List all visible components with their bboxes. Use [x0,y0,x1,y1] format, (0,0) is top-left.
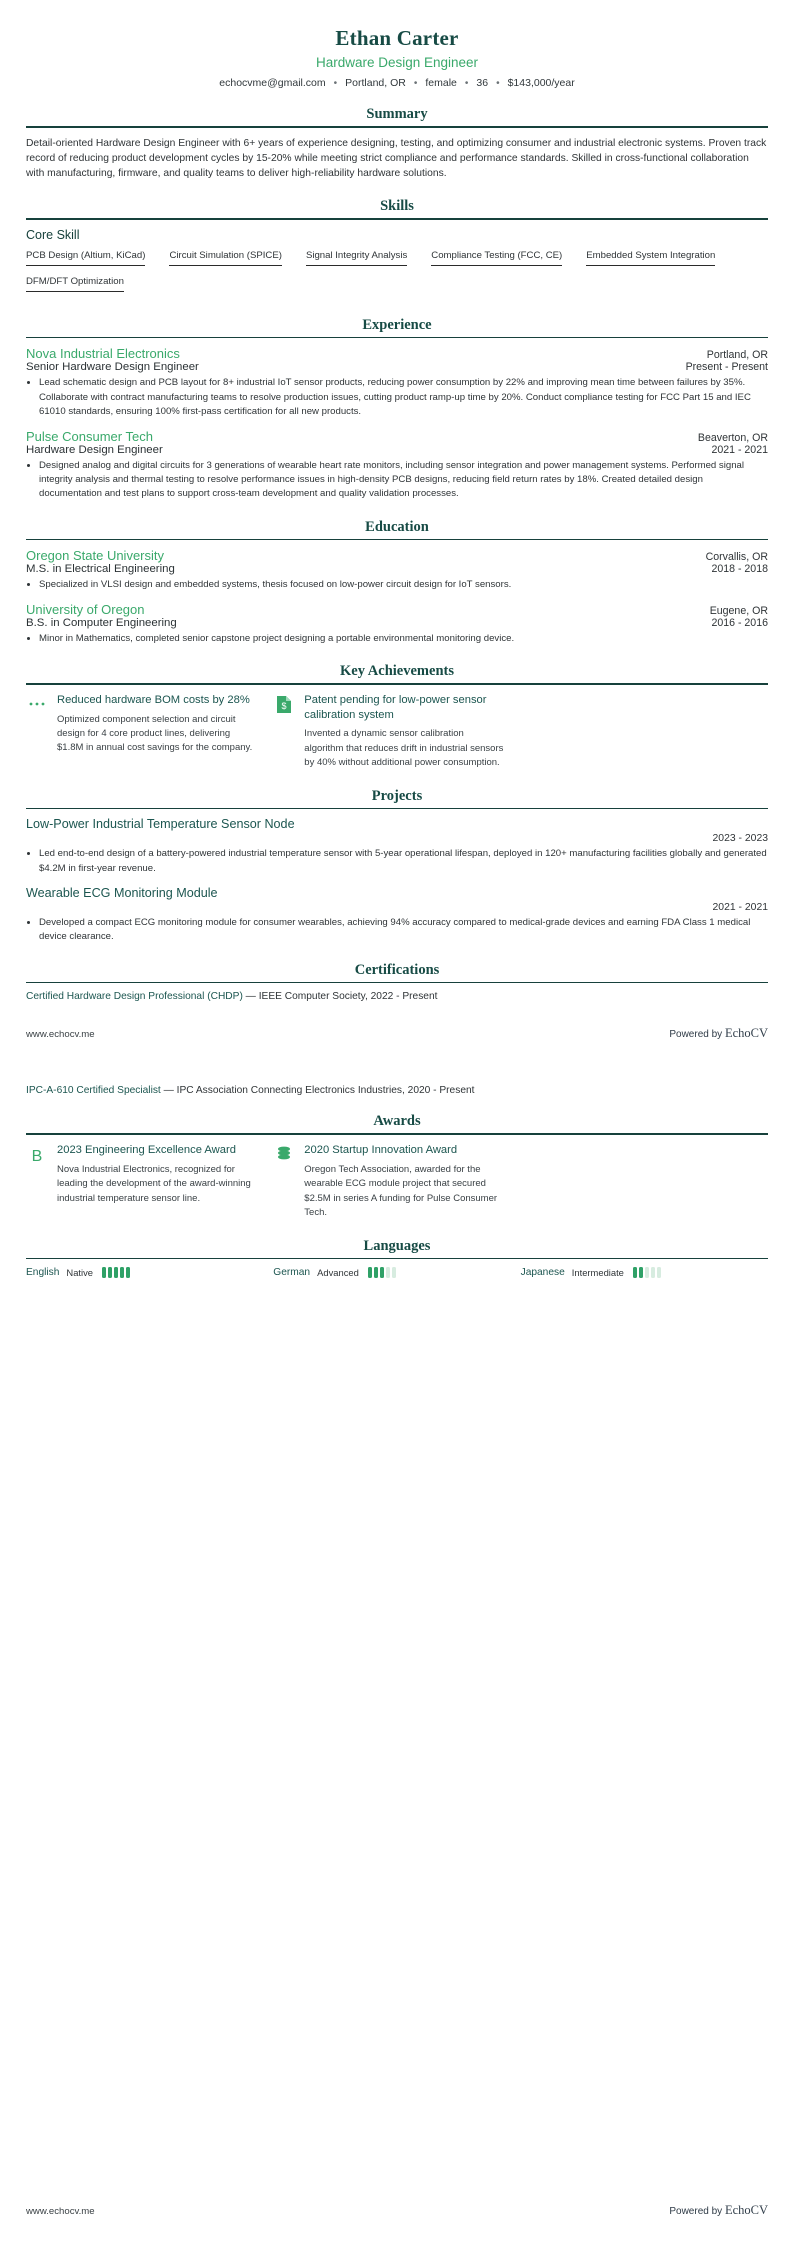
proficiency-dot [102,1267,106,1278]
skill-chip: DFM/DFT Optimization [26,274,124,292]
experience-location: Beaverton, OR [697,431,768,444]
language-item [273,1267,520,1278]
proficiency-dot [386,1267,390,1278]
page-break-gap [26,1041,768,1085]
section-divider [26,1258,768,1260]
certification-name: IPC-A-610 Certified Specialist [26,1085,161,1097]
education-entry [26,602,768,646]
section-heading-certifications: Certifications [354,961,440,978]
section-heading-awards: Awards [373,1113,421,1130]
candidate-job-title: Hardware Design Engineer [315,55,479,70]
section-skills [26,198,768,300]
svg-text:B: B [31,1148,43,1166]
candidate-name: Ethan Carter [335,26,459,50]
skill-chip: Circuit Simulation (SPICE) [169,248,282,266]
skill-chip: Embedded System Integration [586,248,715,266]
certification-issuer: IPC Association Connecting Electronics Industries, 2020 - Present [176,1085,475,1097]
certification-item [26,991,768,1002]
proficiency-dot [651,1267,655,1278]
proficiency-dot [645,1267,649,1278]
contact-line [26,77,768,89]
proficiency-dot [380,1267,384,1278]
footer-brand [669,1026,768,1041]
footer-brand-name: EchoCV [724,2203,768,2217]
language-name: Japanese [520,1267,565,1279]
entry-org-line [26,346,768,361]
achievement-card [273,693,520,771]
certification-item [26,1085,768,1096]
experience-entry [26,429,768,502]
contact-age: 36 [476,77,489,89]
project-bullets [39,916,768,945]
education-date: 2016 - 2016 [711,616,768,629]
bullet-item: • Led end-to-end design of a battery-powered industrial temperature sensor with 5-year operational lifespan, deployed in 120+ manufacturing facilities globally and generated $4.2M in first-year revenue. [39,847,768,876]
resume-header [26,0,768,89]
achievement-description: Invented a dynamic sensor calibration algorithm that reduces drift in industrial sensors by 40% without additional power consumption. [304,728,504,769]
achievement-title: Patent pending for low-power sensor calibration system [304,693,487,721]
proficiency-dot [633,1267,637,1278]
page-footer-1 [26,1026,768,1041]
section-certifications [26,962,768,1003]
entry-role-line [26,617,768,629]
section-awards [26,1113,768,1220]
experience-bullets [39,376,768,419]
languages-row [26,1267,768,1278]
project-date: 2023 - 2023 [712,833,768,845]
certification-dash: — [160,1085,177,1097]
project-date: 2021 - 2021 [712,902,768,914]
language-level: Native [66,1267,93,1279]
education-school: Oregon State University [26,548,165,564]
language-item [26,1267,273,1278]
proficiency-dot [374,1267,378,1278]
ellipsis-icon [26,693,48,771]
bullet-item: • Developed a compact ECG monitoring module for consumer wearables, achieving 94% accuracy compared to medical-grade devices and earning FDA Class 1 medical device clearance. [39,916,768,945]
letter-b-icon [26,1143,48,1221]
language-name: German [273,1267,311,1279]
experience-list [26,346,768,501]
section-heading-education: Education [365,518,429,535]
proficiency-dot [120,1267,124,1278]
footer-url[interactable]: www.echocv.me [26,1029,95,1041]
page-footer-2 [26,2203,768,2218]
achievement-card [26,1143,273,1221]
footer-brand [669,2203,768,2218]
section-divider [26,126,768,128]
proficiency-dot [392,1267,396,1278]
footer-url[interactable]: www.echocv.me [26,2206,95,2217]
education-bullets [39,632,768,646]
bullet-item: • Lead schematic design and PCB layout for 8+ industrial IoT sensor products, reducing power consumption by 22% and improving mean time between failures by 35%. Collaborate with contract manufacturing teams to resolve production issues, cutting product ramp-up time by 20%. Conduct compliance testing for FCC Part 15 and IEC 61010 standards, ensuring 100% first-pass certification for all new products. [39,376,768,419]
project-title: Low-Power Industrial Temperature Sensor Node [26,817,295,832]
footer-powered-label: Powered by [669,2206,723,2217]
education-bullets [39,578,768,592]
achievement-body [304,693,504,771]
section-divider [26,337,768,339]
education-school: University of Oregon [26,601,145,617]
achievement-title: 2020 Startup Innovation Award [304,1144,458,1157]
education-location: Eugene, OR [709,604,768,617]
project-entry [26,817,768,876]
experience-location: Portland, OR [706,349,768,362]
achievement-body [57,1143,257,1221]
proficiency-dot [639,1267,643,1278]
section-heading-languages: Languages [363,1237,431,1254]
section-certifications-continued [26,1085,768,1096]
proficiency-dot [126,1267,130,1278]
entry-role-line [26,444,768,456]
achievement-title: 2023 Engineering Excellence Award [57,1144,236,1157]
entry-org-line [26,429,768,444]
bullet-separator-icon: • [413,77,418,89]
achievement-body [57,693,257,771]
document-dollar-icon [273,693,295,771]
projects-list [26,817,768,945]
experience-date: 2021 - 2021 [711,443,768,456]
section-divider [26,683,768,685]
proficiency-dot [114,1267,118,1278]
certification-issuer: IEEE Computer Society, 2022 - Present [258,991,438,1003]
section-divider [26,539,768,541]
entry-org-line [26,602,768,617]
section-education [26,519,768,646]
bullet-item: • Specialized in VLSI design and embedded systems, thesis focused on low-power circuit design for IoT sensors. [39,578,768,592]
awards-grid [26,1143,768,1221]
certification-name: Certified Hardware Design Professional (CHDP) [26,991,243,1003]
section-heading-key-achievements: Key Achievements [340,663,454,680]
bullet-item: • Minor in Mathematics, completed senior capstone project designing a portable environmental monitoring device. [39,632,768,646]
experience-org: Pulse Consumer Tech [26,428,153,444]
section-divider [26,808,768,810]
experience-entry [26,346,768,419]
language-proficiency-dots [633,1267,661,1278]
skill-chip: Signal Integrity Analysis [306,248,407,266]
bullet-separator-icon: • [333,77,338,89]
education-location: Corvallis, OR [705,551,768,564]
contact-location: Portland, OR [345,77,406,89]
experience-org: Nova Industrial Electronics [26,346,180,362]
achievement-title: Reduced hardware BOM costs by 28% [57,693,250,706]
skill-group-title: Core Skill [26,227,80,242]
contact-email: echocvme@gmail.com [219,77,326,89]
experience-role: Hardware Design Engineer [26,443,163,456]
entry-role-line [26,563,768,575]
achievement-description: Oregon Tech Association, awarded for the wearable ECG module project that secured $2.5M in series A funding for Pulse Consumer Tech. [304,1163,498,1219]
key-achievements-grid [26,693,768,771]
section-projects [26,788,768,945]
svg-text:$: $ [281,700,287,711]
project-title: Wearable ECG Monitoring Module [26,886,218,901]
footer-powered-label: Powered by [669,1029,723,1041]
bullet-item: • Designed analog and digital circuits for 3 generations of wearable heart rate monitors, including sensor integration and power management systems. Performed signal integrity analysis and thermal testing to resolve performance issues in high-density PCB designs, reducing field return rates by 18%. Created detailed design documentation and test plans to support cross-team development and quality validation processes. [39,459,768,502]
achievement-description: Nova Industrial Electronics, recognized for leading the development of the award-winning industrial temperature sensor line. [57,1163,251,1204]
certification-rest [26,1085,768,1096]
language-name: English [26,1267,60,1279]
contact-gender: female [425,77,457,89]
language-level: Intermediate [571,1267,624,1279]
skill-chip-list [26,248,768,300]
section-languages [26,1238,768,1279]
coins-stack-icon [273,1143,295,1221]
education-date: 2018 - 2018 [711,563,768,576]
experience-bullets [39,459,768,502]
certification-dash: — [242,991,259,1003]
achievement-body [304,1143,504,1221]
section-summary [26,106,768,181]
certification-first [26,991,768,1002]
achievement-card [26,693,273,771]
bullet-separator-icon: • [464,77,469,89]
contact-salary: $143,000/year [507,77,575,89]
education-entry [26,548,768,592]
section-divider [26,1133,768,1135]
section-divider [26,218,768,220]
experience-role: Senior Hardware Design Engineer [26,361,199,374]
education-degree: M.S. in Electrical Engineering [26,563,175,576]
footer-brand-name: EchoCV [724,1026,768,1041]
proficiency-dot [657,1267,661,1278]
language-proficiency-dots [102,1267,130,1278]
achievement-card [273,1143,520,1221]
education-degree: B.S. in Computer Engineering [26,616,177,629]
skill-chip: Compliance Testing (FCC, CE) [431,248,562,266]
skill-chip: PCB Design (Altium, KiCad) [26,248,145,266]
experience-date: Present - Present [685,361,768,374]
language-level: Advanced [317,1267,359,1279]
education-list [26,548,768,646]
entry-role-line [26,361,768,373]
section-divider [26,982,768,984]
section-heading-summary: Summary [366,106,428,122]
section-key-achievements [26,663,768,770]
section-heading-projects: Projects [371,787,423,804]
section-heading-experience: Experience [362,316,432,333]
proficiency-dot [368,1267,372,1278]
proficiency-dot [108,1267,112,1278]
language-proficiency-dots [368,1267,396,1278]
bullet-separator-icon: • [496,77,500,89]
entry-org-line [26,548,768,563]
summary-text: Detail-oriented Hardware Design Engineer with 6+ years of experience designing, testing, and optimizing consumer and industrial electronic systems. Proven track record of reducing product development cycles by 15-20% while meeting strict compliance and performance standards. Skilled in cross-functional collaboration with manufacturing, firmware, and quality teams to deliver high-reliability hardware solutions. [26,137,767,180]
section-heading-skills: Skills [380,198,414,215]
project-bullets [39,847,768,876]
language-item [521,1267,768,1278]
section-experience [26,317,768,502]
achievement-description: Optimized component selection and circuit design for 4 core product lines, delivering $1.8M in annual cost savings for the company. [57,713,253,754]
project-entry [26,886,768,945]
